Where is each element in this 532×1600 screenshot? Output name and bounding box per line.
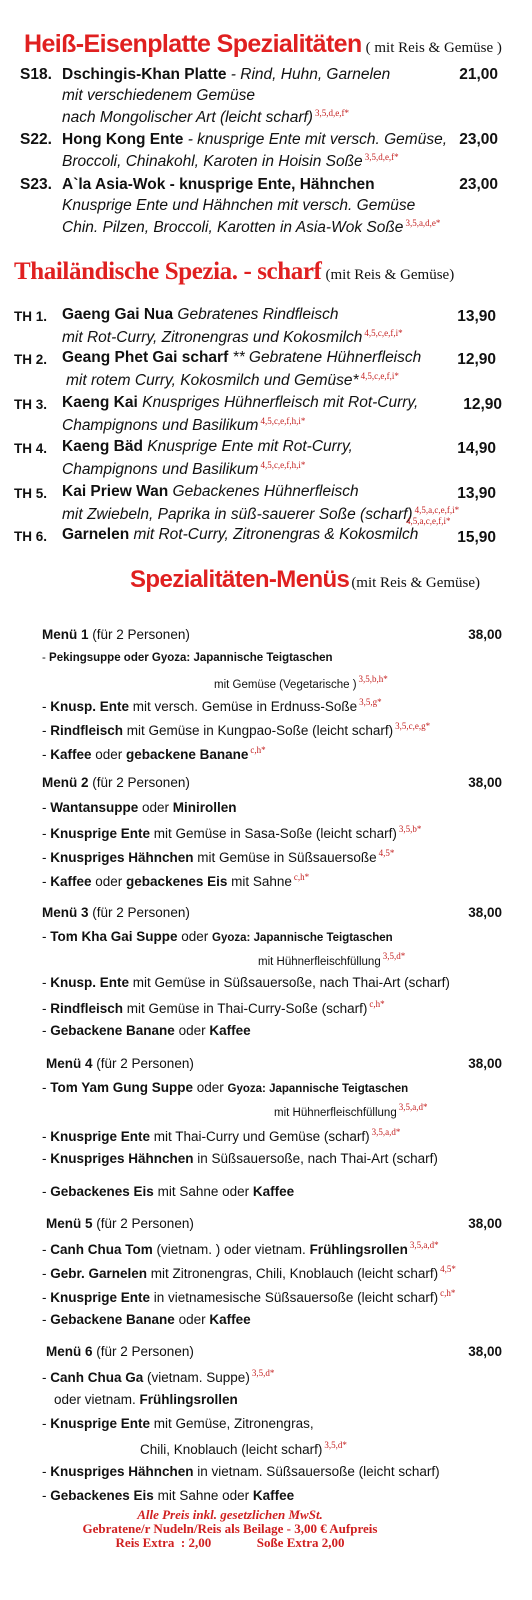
- allergen-codes: 3,5,d*: [382, 951, 406, 961]
- menu-price: 38,00: [468, 905, 502, 920]
- item-line: [62, 460, 305, 479]
- allergen-codes: 3,5,g*: [359, 697, 382, 707]
- menu-persons: (für 2 Personen): [92, 627, 190, 642]
- item-line: [62, 218, 440, 237]
- menu-name: Menü 4: [46, 1056, 93, 1071]
- menu-line: - Knusprige Ente mit Gemüse in Sasa-Soße (leicht scharf) $^{3,5,b*}$: [42, 824, 422, 841]
- item-code: S18.: [20, 66, 52, 83]
- item-line: [62, 328, 403, 347]
- menu-price: 38,00: [468, 1056, 502, 1071]
- allergen-codes: c,h*: [293, 872, 310, 882]
- item-price: 14,90: [457, 440, 496, 457]
- menu-line: - Tom Yam Gung Suppe oder Gyoza: Japannische Teigtaschen: [42, 1080, 409, 1095]
- menu-header: [46, 1056, 194, 1071]
- footer-vat-note: Alle Preis inkl. gesetzlichen MwSt.: [137, 1507, 323, 1522]
- item-desc: Chin. Pilzen, Broccoli, Karotten in Asia-Wok Soße: [62, 219, 404, 236]
- item-desc: mit Rot-Curry, Zitronengras & Kokosmilch: [129, 526, 419, 543]
- menu-price: 38,00: [468, 775, 502, 790]
- item-price: 23,00: [459, 131, 498, 148]
- menu-line: - Gebackene Banane oder Kaffee: [42, 1312, 251, 1327]
- allergen-codes: c,h*: [369, 999, 385, 1009]
- item-desc: Knusprige Ente mit Rot-Curry,: [142, 438, 353, 455]
- allergen-codes: 4,5,a,c,e,f,i*: [414, 505, 460, 515]
- menu-line: mit Hühnerfleischfüllung $^{3,5,d*}$: [258, 951, 406, 968]
- allergen-codes: 4,5,a,c,e,f,i*: [406, 516, 451, 526]
- item-line: [62, 349, 421, 367]
- item-desc: mit Rot-Curry, Zitronengras und Kokosmilch: [62, 329, 363, 346]
- allergen-codes: 4,5,c,e,f,i*: [364, 328, 403, 338]
- menu-persons: (für 2 Personen): [96, 1344, 194, 1359]
- item-desc: Knuspriges Hühnerfleisch mit Rot-Curry,: [137, 394, 419, 411]
- item-desc: - Rind, Huhn, Garnelen: [226, 66, 391, 83]
- item-price: 23,00: [459, 176, 498, 193]
- item-code: S22.: [20, 131, 52, 148]
- footer-extras-note: Reis Extra : 2,00 Soße Extra 2,00: [115, 1535, 345, 1550]
- menu-line: - Kaffee oder gebackenes Eis mit Sahne $^{c,h*}$: [42, 872, 310, 889]
- item-price: 13,90: [457, 308, 496, 325]
- menu-price: 38,00: [468, 1344, 502, 1359]
- menu-persons: (für 2 Personen): [92, 775, 190, 790]
- item-line: [62, 483, 359, 501]
- item-desc: mit verschiedenem Gemüse: [62, 87, 255, 104]
- menu-line: - Rindfleisch mit Gemüse in Kungpao-Soße (leicht scharf) $^{3,5,c,e,g*}$: [42, 721, 431, 738]
- item-name: Gaeng Gai Nua: [62, 306, 174, 323]
- menu-name: Menü 3: [42, 905, 89, 920]
- allergen-codes: 3,5,d,e,f*: [314, 108, 349, 118]
- item-name: Dschingis-Khan Platte: [62, 66, 227, 83]
- section-title-thai: [14, 258, 454, 286]
- item-code: TH 6.: [14, 529, 48, 544]
- menu-persons: (für 2 Personen): [96, 1056, 194, 1071]
- item-code: TH 4.: [14, 441, 48, 456]
- menu-line: - Knuspriges Hähnchen in Süßsauersoße, nach Thai-Art (scharf): [42, 1151, 438, 1166]
- item-name: Garnelen: [62, 526, 130, 543]
- item-desc: mit rotem Curry, Kokosmilch und Gemüse*: [66, 372, 359, 389]
- item-line: [62, 66, 390, 84]
- footer-side-dish-note: Gebratene/r Nudeln/Reis als Beilage - 3,00 € Aufpreis: [82, 1521, 378, 1536]
- item-price: 13,90: [457, 485, 496, 502]
- menu-line: - Gebr. Garnelen mit Zitronengras, Chili, Knoblauch (leicht scharf) $^{4,5*}$: [42, 1264, 456, 1281]
- menu-line: - Rindfleisch mit Gemüse in Thai-Curry-Soße (scharf) $^{c,h*}$: [42, 999, 385, 1016]
- allergen-codes: 3,5,a,d,e*: [405, 218, 441, 228]
- menu-header: [46, 1344, 194, 1359]
- item-code: TH 1.: [14, 309, 48, 324]
- allergen-codes: 3,5,a,d*: [371, 1127, 401, 1137]
- item-name: Kai Priew Wan: [62, 483, 169, 500]
- item-line: [62, 152, 399, 171]
- allergen-codes: 3,5,a,d*: [409, 1240, 439, 1250]
- menu-line: - Kaffee oder gebackene Banane $^{c,h*}$: [42, 745, 266, 762]
- menu-name: Menü 5: [46, 1216, 93, 1231]
- item-line: [62, 394, 418, 412]
- item-name: Kaeng Bäd: [62, 438, 143, 455]
- item-desc: Gebackenes Hühnerfleisch: [168, 483, 359, 500]
- item-desc: Champignons und Basilikum: [62, 417, 259, 434]
- item-line: [66, 371, 399, 390]
- allergen-codes: 3,5,a,d*: [398, 1102, 428, 1112]
- thai-title: Thailändische Spezia. - scharf: [14, 258, 322, 285]
- item-code: S23.: [20, 176, 52, 193]
- menu-line: mit Gemüse (Vegetarische ) $^{3,5,b,h*}$: [214, 674, 388, 691]
- item-price: 15,90: [457, 529, 496, 546]
- item-line: [62, 176, 375, 194]
- allergen-codes: 4,5,c,e,f,h,i*: [260, 460, 306, 470]
- menu-line: - Knuspriges Hähnchen in vietnam. Süßsauersoße (leicht scharf): [42, 1464, 440, 1479]
- item-line: [62, 505, 459, 524]
- item-desc: mit Zwiebeln, Paprika in süß-sauerer Soße (scharf): [62, 506, 413, 523]
- menus-title: Spezialitäten-Menüs: [130, 566, 350, 593]
- allergen-codes: c,h*: [250, 745, 266, 755]
- item-name: Geang Phet Gai scharf: [62, 349, 229, 366]
- menu-line: - Knusp. Ente mit versch. Gemüse in Erdnuss-Soße $^{3,5,g*}$: [42, 697, 382, 714]
- item-desc: - knusprige Ente mit versch. Gemüse,: [183, 131, 448, 148]
- menu-persons: (für 2 Personen): [96, 1216, 194, 1231]
- allergen-codes: 3,5,c,e,g*: [395, 721, 431, 731]
- menu-price: 38,00: [468, 627, 502, 642]
- menu-line: - Knusprige Ente in vietnamesische Süßsauersoße (leicht scharf) $^{c,h*}$: [42, 1288, 456, 1305]
- menu-persons: (für 2 Personen): [92, 905, 190, 920]
- item-name: Hong Kong Ente: [62, 131, 184, 148]
- item-line: [62, 526, 418, 544]
- allergen-codes: 3,5,b*: [398, 824, 422, 834]
- menu-line: oder vietnam. Frühlingsrollen: [54, 1392, 238, 1407]
- allergen-codes: 4,5,c,e,f,i*: [360, 371, 399, 381]
- menu-line: - Gebackene Banane oder Kaffee: [42, 1023, 251, 1038]
- item-line: [62, 108, 349, 127]
- allergen-codes: c,h*: [440, 1288, 456, 1298]
- menu-line: - Tom Kha Gai Suppe oder Gyoza: Japannische Teigtaschen: [42, 929, 393, 944]
- menu-header: [42, 905, 190, 920]
- item-line: [62, 306, 339, 324]
- allergen-codes: 4,5*: [440, 1264, 456, 1274]
- menu-line: mit Hühnerfleischfüllung $^{3,5,a,d*}$: [274, 1102, 428, 1119]
- menu-name: Menü 6: [46, 1344, 93, 1359]
- item-desc: ** Gebratene Hühnerfleisch: [228, 349, 422, 366]
- item-line: [62, 131, 447, 149]
- item-price: 12,90: [463, 396, 502, 413]
- item-price: 12,90: [457, 351, 496, 368]
- menu-line: - Gebackenes Eis mit Sahne oder Kaffee: [42, 1184, 295, 1199]
- menu-line: - Knusp. Ente mit Gemüse in Süßsauersoße, nach Thai-Art (scharf): [42, 975, 450, 990]
- item-desc: nach Mongolischer Art (leicht scharf): [62, 109, 313, 126]
- item-line: [62, 197, 415, 215]
- menu-name: Menü 2: [42, 775, 89, 790]
- menu-line: - Knusprige Ente mit Gemüse, Zitronengras,: [42, 1416, 314, 1431]
- item-price: 21,00: [459, 66, 498, 83]
- menus-subtitle: (mit Reis & Gemüse): [351, 575, 481, 591]
- heiss-subtitle: ( mit Reis & Gemüse ): [365, 40, 502, 56]
- allergen-codes: 3,5,d*: [324, 1440, 347, 1450]
- menu-name: Menü 1: [42, 627, 89, 642]
- allergen-codes: 3,5,d,e,f*: [364, 152, 399, 162]
- item-name: Kaeng Kai: [62, 394, 138, 411]
- thai-subtitle: (mit Reis & Gemüse): [325, 267, 455, 283]
- menu-header: [42, 627, 190, 642]
- allergen-codes: 4,5*: [378, 848, 395, 858]
- item-desc: Gebratenes Rindfleisch: [173, 306, 339, 323]
- item-code: TH 5.: [14, 486, 48, 501]
- menu-price: 38,00: [468, 1216, 502, 1231]
- menu-line: - Canh Chua Ga (vietnam. Suppe) $^{3,5,d*}$: [42, 1368, 275, 1385]
- section-title-heiss: [24, 30, 502, 59]
- menu-line: Chili, Knoblauch (leicht scharf) $^{3,5,d*}$: [140, 1440, 347, 1457]
- menu-header: [46, 1216, 194, 1231]
- menu-line: - Gebackenes Eis mit Sahne oder Kaffee: [42, 1488, 295, 1503]
- menu-line: - Wantansuppe oder Minirollen: [42, 800, 237, 815]
- menu-header: [42, 775, 190, 790]
- section-title-menus: [130, 566, 480, 594]
- allergen-codes: 3,5,d*: [251, 1368, 275, 1378]
- item-desc: Broccoli, Chinakohl, Karoten in Hoisin Soße: [62, 153, 363, 170]
- allergen-codes: 4,5,c,e,f,h,i*: [260, 416, 306, 426]
- item-line: [62, 416, 305, 435]
- item-code: TH 2.: [14, 352, 48, 367]
- item-code: TH 3.: [14, 397, 48, 412]
- menu-line: - Canh Chua Tom (vietnam. ) oder vietnam. Frühlingsrollen $^{3,5,a,d*}$: [42, 1240, 439, 1257]
- menu-line: - Knusprige Ente mit Thai-Curry und Gemüse (scharf) $^{3,5,a,d*}$: [42, 1127, 401, 1144]
- menu-line: - Knuspriges Hähnchen mit Gemüse in Süßsauersoße $^{4,5*}$: [42, 848, 395, 865]
- item-desc: Champignons und Basilikum: [62, 461, 259, 478]
- heiss-title: Heiß-Eisenplatte Spezialitäten: [24, 30, 362, 58]
- item-line: [62, 438, 353, 456]
- item-line: [62, 87, 255, 105]
- allergen-codes: 3,5,b,h*: [358, 674, 388, 684]
- menu-line: - Pekingsuppe oder Gyoza: Japannische Teigtaschen: [42, 652, 333, 664]
- item-name: A`la Asia-Wok - knusprige Ente, Hähnchen: [62, 176, 375, 193]
- item-desc: Knusprige Ente und Hähnchen mit versch. Gemüse: [62, 197, 416, 214]
